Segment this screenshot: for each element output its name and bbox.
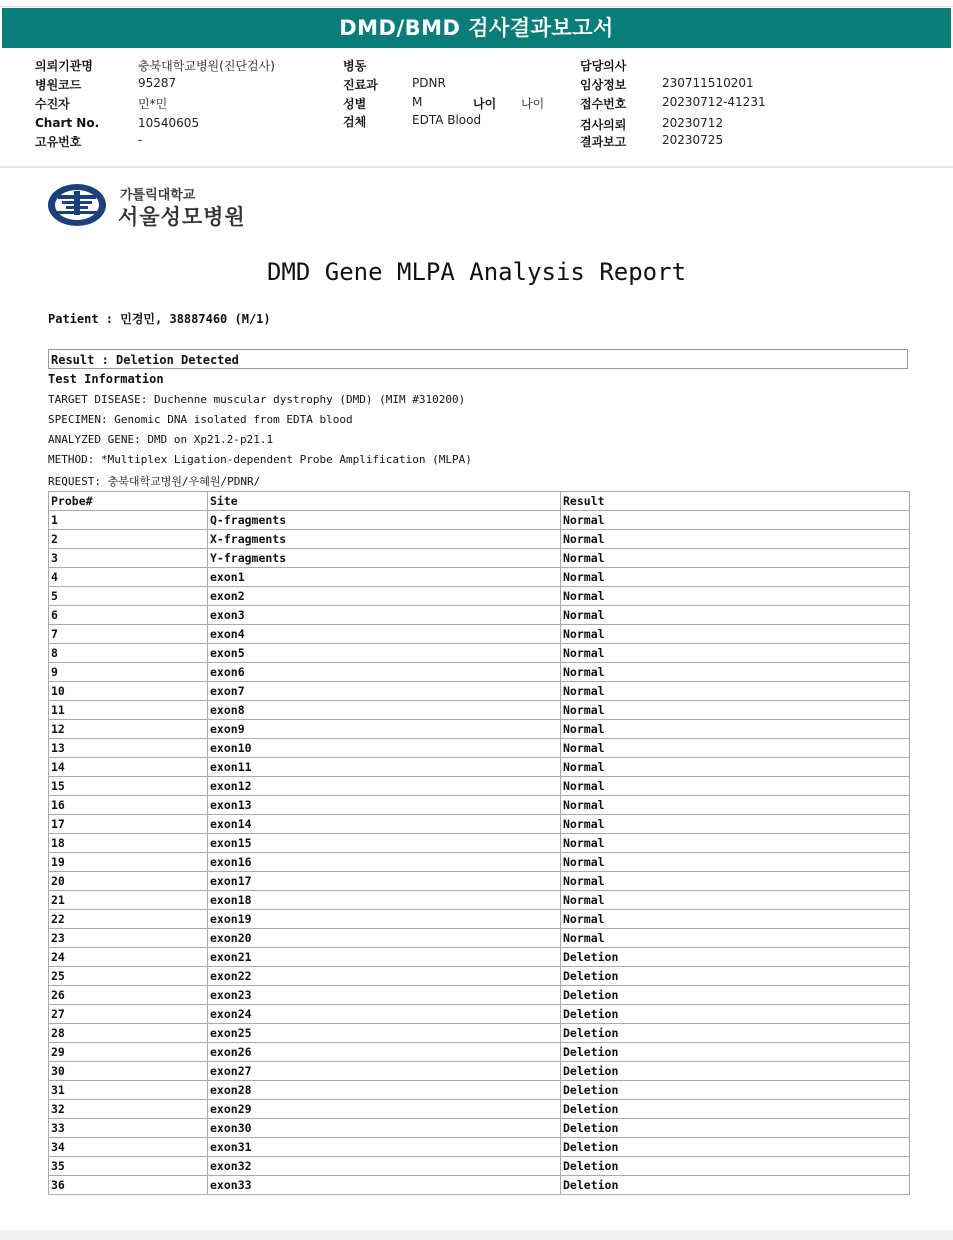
table-row — [49, 891, 910, 910]
info-label: 병원코드 — [35, 78, 82, 92]
site-cell: exon27 — [208, 1062, 561, 1081]
info-label: 진료과 — [343, 78, 378, 92]
table-row — [49, 1005, 910, 1024]
result-cell: Normal — [561, 606, 910, 625]
result-cell: Normal — [561, 739, 910, 758]
probe-cell: 31 — [49, 1081, 208, 1100]
result-cell: Normal — [561, 815, 910, 834]
site-cell: exon24 — [208, 1005, 561, 1024]
report-header-title: DMD/BMD 검사결과보고서 — [2, 8, 951, 48]
probe-cell: 3 — [49, 549, 208, 568]
info-label: 병동 — [343, 59, 367, 73]
table-row — [49, 758, 910, 777]
table-row — [49, 1157, 910, 1176]
probe-cell: 29 — [49, 1043, 208, 1062]
probe-cell: 36 — [49, 1176, 208, 1195]
table-row — [49, 1062, 910, 1081]
info-value: - — [138, 133, 143, 147]
result-cell: Normal — [561, 625, 910, 644]
site-cell: exon16 — [208, 853, 561, 872]
probe-cell: 22 — [49, 910, 208, 929]
probe-cell: 2 — [49, 530, 208, 549]
info-value: 20230725 — [662, 133, 724, 147]
table-row — [49, 644, 910, 663]
result-cell: Normal — [561, 587, 910, 606]
probe-cell: 20 — [49, 872, 208, 891]
table-row — [49, 910, 910, 929]
result-cell: Deletion — [561, 1100, 910, 1119]
site-cell: exon30 — [208, 1119, 561, 1138]
result-cell: Normal — [561, 549, 910, 568]
table-row — [49, 663, 910, 682]
result-cell: Normal — [561, 701, 910, 720]
result-cell: Deletion — [561, 1024, 910, 1043]
result-cell: Deletion — [561, 1081, 910, 1100]
table-row — [49, 1081, 910, 1100]
info-value: 230711510201 — [662, 76, 754, 90]
analyzed-gene: ANALYZED GENE: DMD on Xp21.2-p21.1 — [48, 433, 274, 446]
result-cell: Deletion — [561, 1043, 910, 1062]
result-cell: Normal — [561, 758, 910, 777]
result-cell: Deletion — [561, 967, 910, 986]
info-value: EDTA Blood — [412, 113, 482, 127]
site-cell: X-fragments — [208, 530, 561, 549]
result-cell: Normal — [561, 929, 910, 948]
table-row — [49, 853, 910, 872]
result-cell: Deletion — [561, 1176, 910, 1195]
site-cell: exon21 — [208, 948, 561, 967]
result-cell: Normal — [561, 720, 910, 739]
site-cell: exon22 — [208, 967, 561, 986]
info-label: 접수번호 — [580, 97, 627, 111]
probe-cell: 5 — [49, 587, 208, 606]
site-cell: exon19 — [208, 910, 561, 929]
patient-line: Patient : 민경민, 38887460 (M/1) — [48, 312, 271, 326]
site-cell: exon9 — [208, 720, 561, 739]
probe-cell: 10 — [49, 682, 208, 701]
site-cell: Y-fragments — [208, 549, 561, 568]
table-row — [49, 967, 910, 986]
probe-cell: 32 — [49, 1100, 208, 1119]
table-row — [49, 1176, 910, 1195]
result-cell: Normal — [561, 511, 910, 530]
result-cell: Normal — [561, 530, 910, 549]
table-row — [49, 872, 910, 891]
probe-cell: 25 — [49, 967, 208, 986]
site-cell: exon6 — [208, 663, 561, 682]
probe-cell: 26 — [49, 986, 208, 1005]
site-cell: exon25 — [208, 1024, 561, 1043]
probe-cell: 17 — [49, 815, 208, 834]
table-row — [49, 929, 910, 948]
info-label: 검사의뢰 — [580, 118, 627, 132]
site-cell: exon13 — [208, 796, 561, 815]
table-row — [49, 815, 910, 834]
result-cell: Deletion — [561, 1005, 910, 1024]
header-result: Result — [561, 492, 910, 511]
probe-cell: 7 — [49, 625, 208, 644]
table-row — [49, 1100, 910, 1119]
site-cell: exon23 — [208, 986, 561, 1005]
table-row — [49, 568, 910, 587]
table-body — [49, 511, 910, 1195]
table-row — [49, 587, 910, 606]
site-cell: exon15 — [208, 834, 561, 853]
result-cell: Normal — [561, 682, 910, 701]
table-row — [49, 606, 910, 625]
result-cell: Normal — [561, 663, 910, 682]
site-cell: exon8 — [208, 701, 561, 720]
site-cell: exon28 — [208, 1081, 561, 1100]
probe-cell: 21 — [49, 891, 208, 910]
page-bottom-edge — [0, 1230, 953, 1240]
probe-cell: 12 — [49, 720, 208, 739]
info-value: 95287 — [138, 76, 177, 90]
site-cell: exon31 — [208, 1138, 561, 1157]
probe-cell: 28 — [49, 1024, 208, 1043]
table-row — [49, 625, 910, 644]
site-cell: exon29 — [208, 1100, 561, 1119]
test-info-heading: Test Information — [48, 372, 164, 386]
result-cell: Normal — [561, 910, 910, 929]
site-cell: exon14 — [208, 815, 561, 834]
info-label: 담당의사 — [580, 59, 627, 73]
probe-results-table — [48, 491, 910, 1195]
probe-cell: 27 — [49, 1005, 208, 1024]
result-cell: Deletion — [561, 1138, 910, 1157]
info-label: Chart No. — [35, 116, 100, 130]
site-cell: exon3 — [208, 606, 561, 625]
info-label: 결과보고 — [580, 135, 627, 149]
result-cell: Normal — [561, 891, 910, 910]
table-row — [49, 530, 910, 549]
site-cell: exon7 — [208, 682, 561, 701]
probe-cell: 33 — [49, 1119, 208, 1138]
target-disease: TARGET DISEASE: Duchenne muscular dystrophy (DMD) (MIM #310200) — [48, 393, 466, 406]
site-cell: Q-fragments — [208, 511, 561, 530]
site-cell: exon32 — [208, 1157, 561, 1176]
info-value: 충북대학교병원(진단검사) — [138, 59, 275, 73]
result-cell: Deletion — [561, 1119, 910, 1138]
site-cell: exon11 — [208, 758, 561, 777]
probe-cell: 11 — [49, 701, 208, 720]
site-cell: exon18 — [208, 891, 561, 910]
site-cell: exon20 — [208, 929, 561, 948]
age-value: 나이 — [521, 97, 545, 111]
site-cell: exon17 — [208, 872, 561, 891]
table-row — [49, 739, 910, 758]
result-cell: Normal — [561, 644, 910, 663]
probe-cell: 35 — [49, 1157, 208, 1176]
table-row — [49, 948, 910, 967]
table-row — [49, 777, 910, 796]
result-cell: Deletion — [561, 1062, 910, 1081]
probe-cell: 19 — [49, 853, 208, 872]
header-probe: Probe# — [49, 492, 208, 511]
info-value: 민*민 — [138, 97, 168, 111]
info-value: M — [412, 95, 423, 109]
table-row — [49, 549, 910, 568]
logo-university-name: 가톨릭대학교 — [120, 188, 196, 203]
table-row — [49, 1024, 910, 1043]
result-cell: Deletion — [561, 1157, 910, 1176]
probe-cell: 16 — [49, 796, 208, 815]
info-value: 20230712-41231 — [662, 95, 766, 109]
table-row — [49, 511, 910, 530]
result-cell: Normal — [561, 853, 910, 872]
age-label: 나이 — [473, 97, 497, 111]
probe-cell: 15 — [49, 777, 208, 796]
result-cell: Deletion — [561, 986, 910, 1005]
patient-info-panel — [0, 48, 953, 167]
site-cell: exon12 — [208, 777, 561, 796]
probe-cell: 30 — [49, 1062, 208, 1081]
section-divider — [0, 166, 953, 168]
site-cell: exon26 — [208, 1043, 561, 1062]
site-cell: exon33 — [208, 1176, 561, 1195]
site-cell: exon4 — [208, 625, 561, 644]
table-row — [49, 720, 910, 739]
info-value: 20230712 — [662, 116, 724, 130]
probe-cell: 34 — [49, 1138, 208, 1157]
probe-cell: 23 — [49, 929, 208, 948]
info-label: 의뢰기관명 — [35, 59, 93, 73]
result-cell: Normal — [561, 796, 910, 815]
table-header-row — [49, 492, 910, 511]
site-cell: exon1 — [208, 568, 561, 587]
info-value: PDNR — [412, 76, 446, 90]
result-summary: Result : Deletion Detected — [48, 349, 908, 369]
report-title: DMD Gene MLPA Analysis Report — [266, 258, 687, 286]
request: REQUEST: 충북대학교병원/우혜원/PDNR/ — [48, 475, 261, 488]
table-row — [49, 796, 910, 815]
specimen: SPECIMEN: Genomic DNA isolated from EDTA blood — [48, 413, 353, 426]
info-label: 임상정보 — [580, 78, 627, 92]
site-cell: exon10 — [208, 739, 561, 758]
probe-cell: 6 — [49, 606, 208, 625]
table-row — [49, 1138, 910, 1157]
logo-hospital-name: 서울성모병원 — [118, 205, 246, 229]
probe-cell: 14 — [49, 758, 208, 777]
result-cell: Normal — [561, 834, 910, 853]
table-row — [49, 1119, 910, 1138]
probe-cell: 1 — [49, 511, 208, 530]
method: METHOD: *Multiplex Ligation-dependent Probe Amplification (MLPA) — [48, 453, 472, 466]
probe-cell: 4 — [49, 568, 208, 587]
info-value: 10540605 — [138, 116, 200, 130]
table-row — [49, 834, 910, 853]
site-cell: exon5 — [208, 644, 561, 663]
info-label: 고유번호 — [35, 135, 82, 149]
table-row — [49, 701, 910, 720]
result-cell: Deletion — [561, 948, 910, 967]
probe-cell: 24 — [49, 948, 208, 967]
info-label: 검체 — [343, 115, 367, 129]
table-row — [49, 682, 910, 701]
top-edge — [0, 0, 953, 7]
probe-cell: 13 — [49, 739, 208, 758]
info-label: 수진자 — [35, 97, 70, 111]
probe-cell: 18 — [49, 834, 208, 853]
result-cell: Normal — [561, 872, 910, 891]
probe-cell: 9 — [49, 663, 208, 682]
result-cell: Normal — [561, 777, 910, 796]
header-site: Site — [208, 492, 561, 511]
table-row — [49, 1043, 910, 1062]
result-cell: Normal — [561, 568, 910, 587]
probe-cell: 8 — [49, 644, 208, 663]
info-label: 성별 — [343, 97, 367, 111]
table-row — [49, 986, 910, 1005]
site-cell: exon2 — [208, 587, 561, 606]
